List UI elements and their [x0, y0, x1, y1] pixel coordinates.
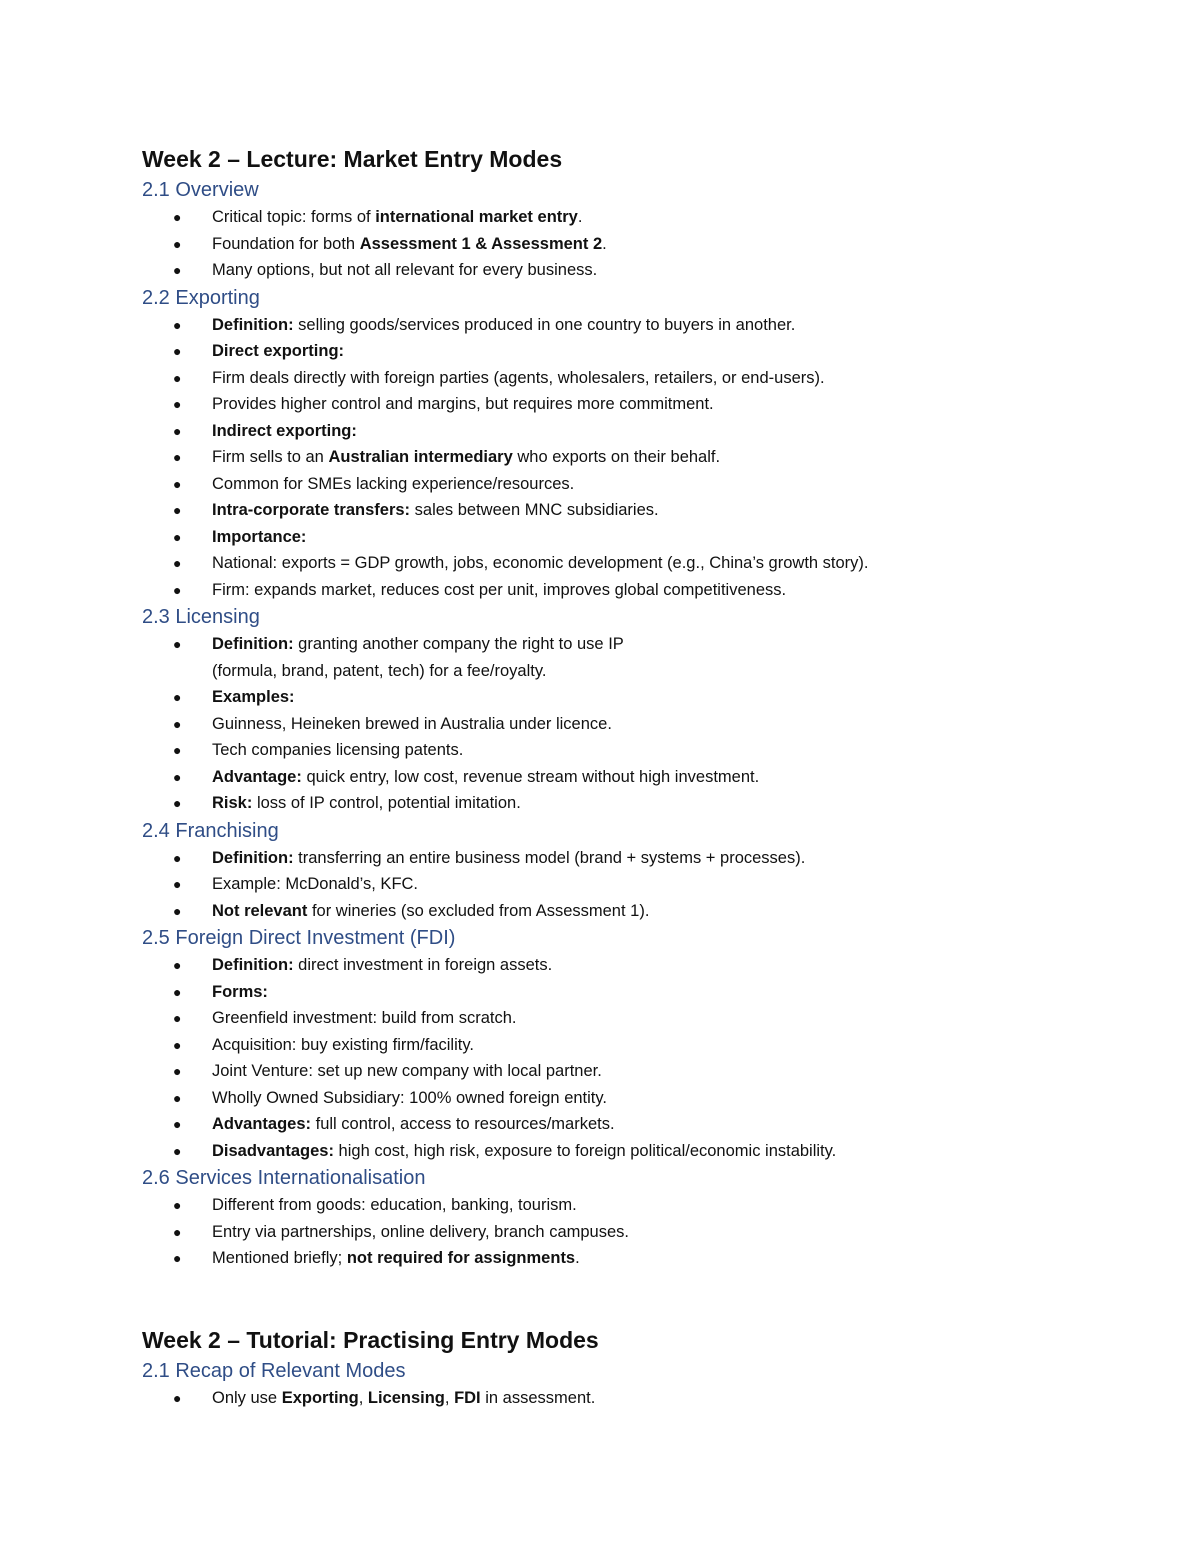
- item-continuation: (formula, brand, patent, tech) for a fee/royalty.: [212, 661, 547, 680]
- bullet-icon: ●: [173, 581, 182, 598]
- list-item: [142, 979, 1082, 1006]
- bullet-list: [142, 845, 1082, 925]
- item-text: Example: McDonald’s, KFC.: [212, 875, 419, 893]
- bold-text: Disadvantages:: [212, 1141, 334, 1160]
- subsection-heading: 2.4 Franchising: [142, 819, 279, 842]
- list-item: [142, 1219, 1082, 1246]
- bullet-icon: ●: [173, 343, 182, 359]
- list-item: [142, 338, 1082, 365]
- bold-text: Exporting: [281, 1388, 359, 1407]
- bold-text: Definition:: [212, 635, 294, 653]
- bullet-icon: ●: [173, 983, 182, 1000]
- item-text: Acquisition: buy existing firm/facility.: [212, 1035, 474, 1054]
- list-item: [142, 418, 1082, 445]
- bullet-icon: ●: [173, 849, 182, 866]
- bold-text: Risk:: [212, 794, 253, 812]
- item-text: National: exports = GDP growth, jobs, economic development (e.g., China’s growth story).: [212, 554, 869, 572]
- item-text: quick entry, low cost, revenue stream without high investment.: [301, 767, 760, 786]
- item-text: Firm sells to an: [212, 448, 329, 466]
- list-item: [142, 711, 1082, 738]
- bold-text: Licensing: [367, 1388, 445, 1407]
- list-item: [142, 1005, 1082, 1032]
- subsection-heading: 2.6 Services Internationalisation: [142, 1167, 426, 1189]
- bullet-icon: ●: [173, 689, 182, 705]
- list-item: [142, 204, 1082, 231]
- bold-text: Direct exporting:: [212, 342, 345, 360]
- list-item: [142, 684, 1082, 711]
- bullet-icon: ●: [173, 1089, 182, 1106]
- list-item: [142, 444, 1082, 471]
- item-text: ,: [358, 1388, 368, 1407]
- list-item: [142, 497, 1082, 524]
- list-item: [142, 1138, 1082, 1165]
- bullet-icon: ●: [173, 1197, 182, 1213]
- subsection-heading: 2.1 Overview: [142, 179, 259, 201]
- item-text: Critical topic: forms of: [212, 208, 376, 226]
- bullet-list: [142, 1385, 1082, 1412]
- bold-text: Not relevant: [212, 901, 308, 920]
- item-text: ,: [444, 1388, 455, 1407]
- bullet-icon: ●: [173, 1116, 182, 1132]
- list-item: [142, 1085, 1082, 1112]
- bullet-list: [142, 312, 1082, 604]
- bullet-icon: ●: [173, 449, 182, 465]
- list-item: [142, 1032, 1082, 1059]
- bullet-icon: ●: [173, 1036, 182, 1053]
- bullet-icon: ●: [173, 876, 182, 892]
- item-text: Common for SMEs lacking experience/resources.: [212, 474, 575, 493]
- list-item: [142, 871, 1082, 898]
- bullet-list: [142, 631, 1082, 817]
- bullet-icon: ●: [173, 369, 182, 386]
- item-text: selling goods/services produced in one country to buyers in another.: [293, 315, 796, 334]
- bullet-icon: ●: [173, 475, 182, 492]
- bold-text: FDI: [454, 1388, 481, 1407]
- subsection-heading: 2.2 Exporting: [142, 286, 260, 309]
- item-text: for wineries (so excluded from Assessment 1).: [307, 901, 650, 920]
- list-item: [142, 898, 1082, 925]
- item-text: Guinness, Heineken brewed in Australia under licence.: [212, 714, 612, 733]
- item-text: high cost, high risk, exposure to foreign political/economic instability.: [333, 1141, 837, 1160]
- bullet-icon: ●: [173, 1142, 182, 1159]
- list-item: [142, 1245, 1082, 1272]
- bullet-icon: ●: [173, 555, 182, 571]
- bullet-icon: ●: [173, 1063, 182, 1079]
- item-text: Many options, but not all relevant for every business.: [212, 261, 598, 279]
- bold-text: Advantage:: [212, 767, 302, 786]
- list-item: [142, 391, 1082, 418]
- bullet-icon: ●: [173, 902, 182, 919]
- list-item: [142, 1192, 1082, 1219]
- bullet-icon: ●: [173, 1250, 182, 1266]
- bullet-list: [142, 204, 1082, 284]
- item-text: Greenfield investment: build from scratch.: [212, 1009, 517, 1027]
- list-item: [142, 1111, 1082, 1138]
- item-text: sales between MNC subsidiaries.: [410, 501, 659, 519]
- list-item: [142, 257, 1082, 284]
- item-text: .: [575, 1249, 580, 1267]
- list-item: [142, 524, 1082, 551]
- item-text: transferring an entire business model (brand + systems + processes).: [293, 848, 806, 867]
- subsection-heading: 2.1 Recap of Relevant Modes: [142, 1359, 406, 1382]
- item-text: Different from goods: education, banking, tourism.: [212, 1196, 577, 1214]
- bullet-icon: ●: [173, 396, 182, 412]
- item-text: Foundation for both: [212, 234, 360, 253]
- list-item: [142, 764, 1082, 791]
- bold-text: Examples:: [212, 688, 295, 706]
- bullet-icon: ●: [173, 316, 182, 333]
- list-item: [142, 550, 1082, 577]
- bullet-icon: ●: [173, 957, 182, 973]
- list-item: [142, 790, 1082, 817]
- bullet-icon: ●: [173, 528, 182, 545]
- list-item: [142, 1385, 1082, 1412]
- item-text: Joint Venture: set up new company with local partner.: [212, 1062, 602, 1080]
- bold-text: Advantages:: [212, 1115, 312, 1133]
- list-item: [142, 631, 1082, 684]
- item-text: Only use: [212, 1388, 282, 1407]
- bullet-icon: ●: [173, 795, 182, 811]
- list-item: [142, 845, 1082, 872]
- bold-text: Definition:: [212, 315, 294, 334]
- section-title: Week 2 – Lecture: Market Entry Modes: [142, 146, 563, 172]
- bold-text: Australian intermediary: [328, 448, 513, 466]
- bullet-icon: ●: [173, 1010, 182, 1026]
- item-text: granting another company the right to use IP: [293, 635, 624, 653]
- list-item: [142, 365, 1082, 392]
- list-item: [142, 952, 1082, 979]
- item-text: full control, access to resources/markets.: [311, 1115, 615, 1133]
- item-text: .: [577, 208, 583, 226]
- bullet-icon: ●: [173, 1389, 182, 1406]
- item-text: Tech companies licensing patents.: [212, 741, 464, 759]
- bullet-icon: ●: [173, 422, 182, 439]
- item-text: Provides higher control and margins, but requires more commitment.: [212, 395, 714, 413]
- list-item: [142, 1058, 1082, 1085]
- bold-text: Definition:: [212, 956, 294, 974]
- subsection-heading: 2.3 Licensing: [142, 606, 260, 628]
- document-page: [142, 143, 1082, 1411]
- item-text: Entry via partnerships, online delivery, branch campuses.: [212, 1222, 629, 1241]
- bullet-icon: ●: [173, 235, 182, 252]
- bold-text: international market entry: [375, 208, 578, 226]
- bold-text: Importance:: [212, 527, 307, 546]
- bold-text: not required for assignments: [346, 1249, 576, 1267]
- list-item: [142, 231, 1082, 258]
- item-text: in assessment.: [480, 1388, 596, 1407]
- item-text: Wholly Owned Subsidiary: 100% owned foreign entity.: [212, 1088, 607, 1107]
- item-text: who exports on their behalf.: [512, 448, 721, 466]
- bold-text: Assessment 1 & Assessment 2: [359, 234, 603, 253]
- bullet-icon: ●: [173, 1223, 182, 1240]
- bold-text: Forms:: [212, 982, 268, 1001]
- bold-text: Intra-corporate transfers:: [212, 501, 411, 519]
- item-text: Firm deals directly with foreign parties (agents, wholesalers, retailers, or end-users).: [212, 368, 825, 387]
- subsection-heading: 2.5 Foreign Direct Investment (FDI): [142, 927, 456, 949]
- item-text: Mentioned briefly;: [212, 1249, 347, 1267]
- bold-text: Indirect exporting:: [212, 421, 357, 440]
- list-item: [142, 471, 1082, 498]
- section-spacer: [142, 1272, 1082, 1324]
- list-item: [142, 577, 1082, 604]
- bullet-icon: ●: [173, 262, 182, 278]
- bold-text: Definition:: [212, 848, 294, 867]
- bullet-list: [142, 952, 1082, 1164]
- bullet-list: [142, 1192, 1082, 1272]
- bullet-icon: ●: [173, 209, 182, 225]
- list-item: [142, 312, 1082, 339]
- item-text: direct investment in foreign assets.: [293, 956, 553, 974]
- item-text: Firm: expands market, reduces cost per unit, improves global competitiveness.: [212, 580, 787, 599]
- section-title: Week 2 – Tutorial: Practising Entry Modes: [142, 1326, 599, 1353]
- item-text: loss of IP control, potential imitation.: [252, 794, 521, 812]
- bullet-icon: ●: [173, 502, 182, 518]
- bullet-icon: ●: [173, 636, 182, 652]
- list-item: [142, 737, 1082, 764]
- bullet-icon: ●: [173, 715, 182, 732]
- bullet-icon: ●: [173, 768, 182, 785]
- item-text: .: [602, 234, 607, 253]
- bullet-icon: ●: [173, 742, 182, 758]
